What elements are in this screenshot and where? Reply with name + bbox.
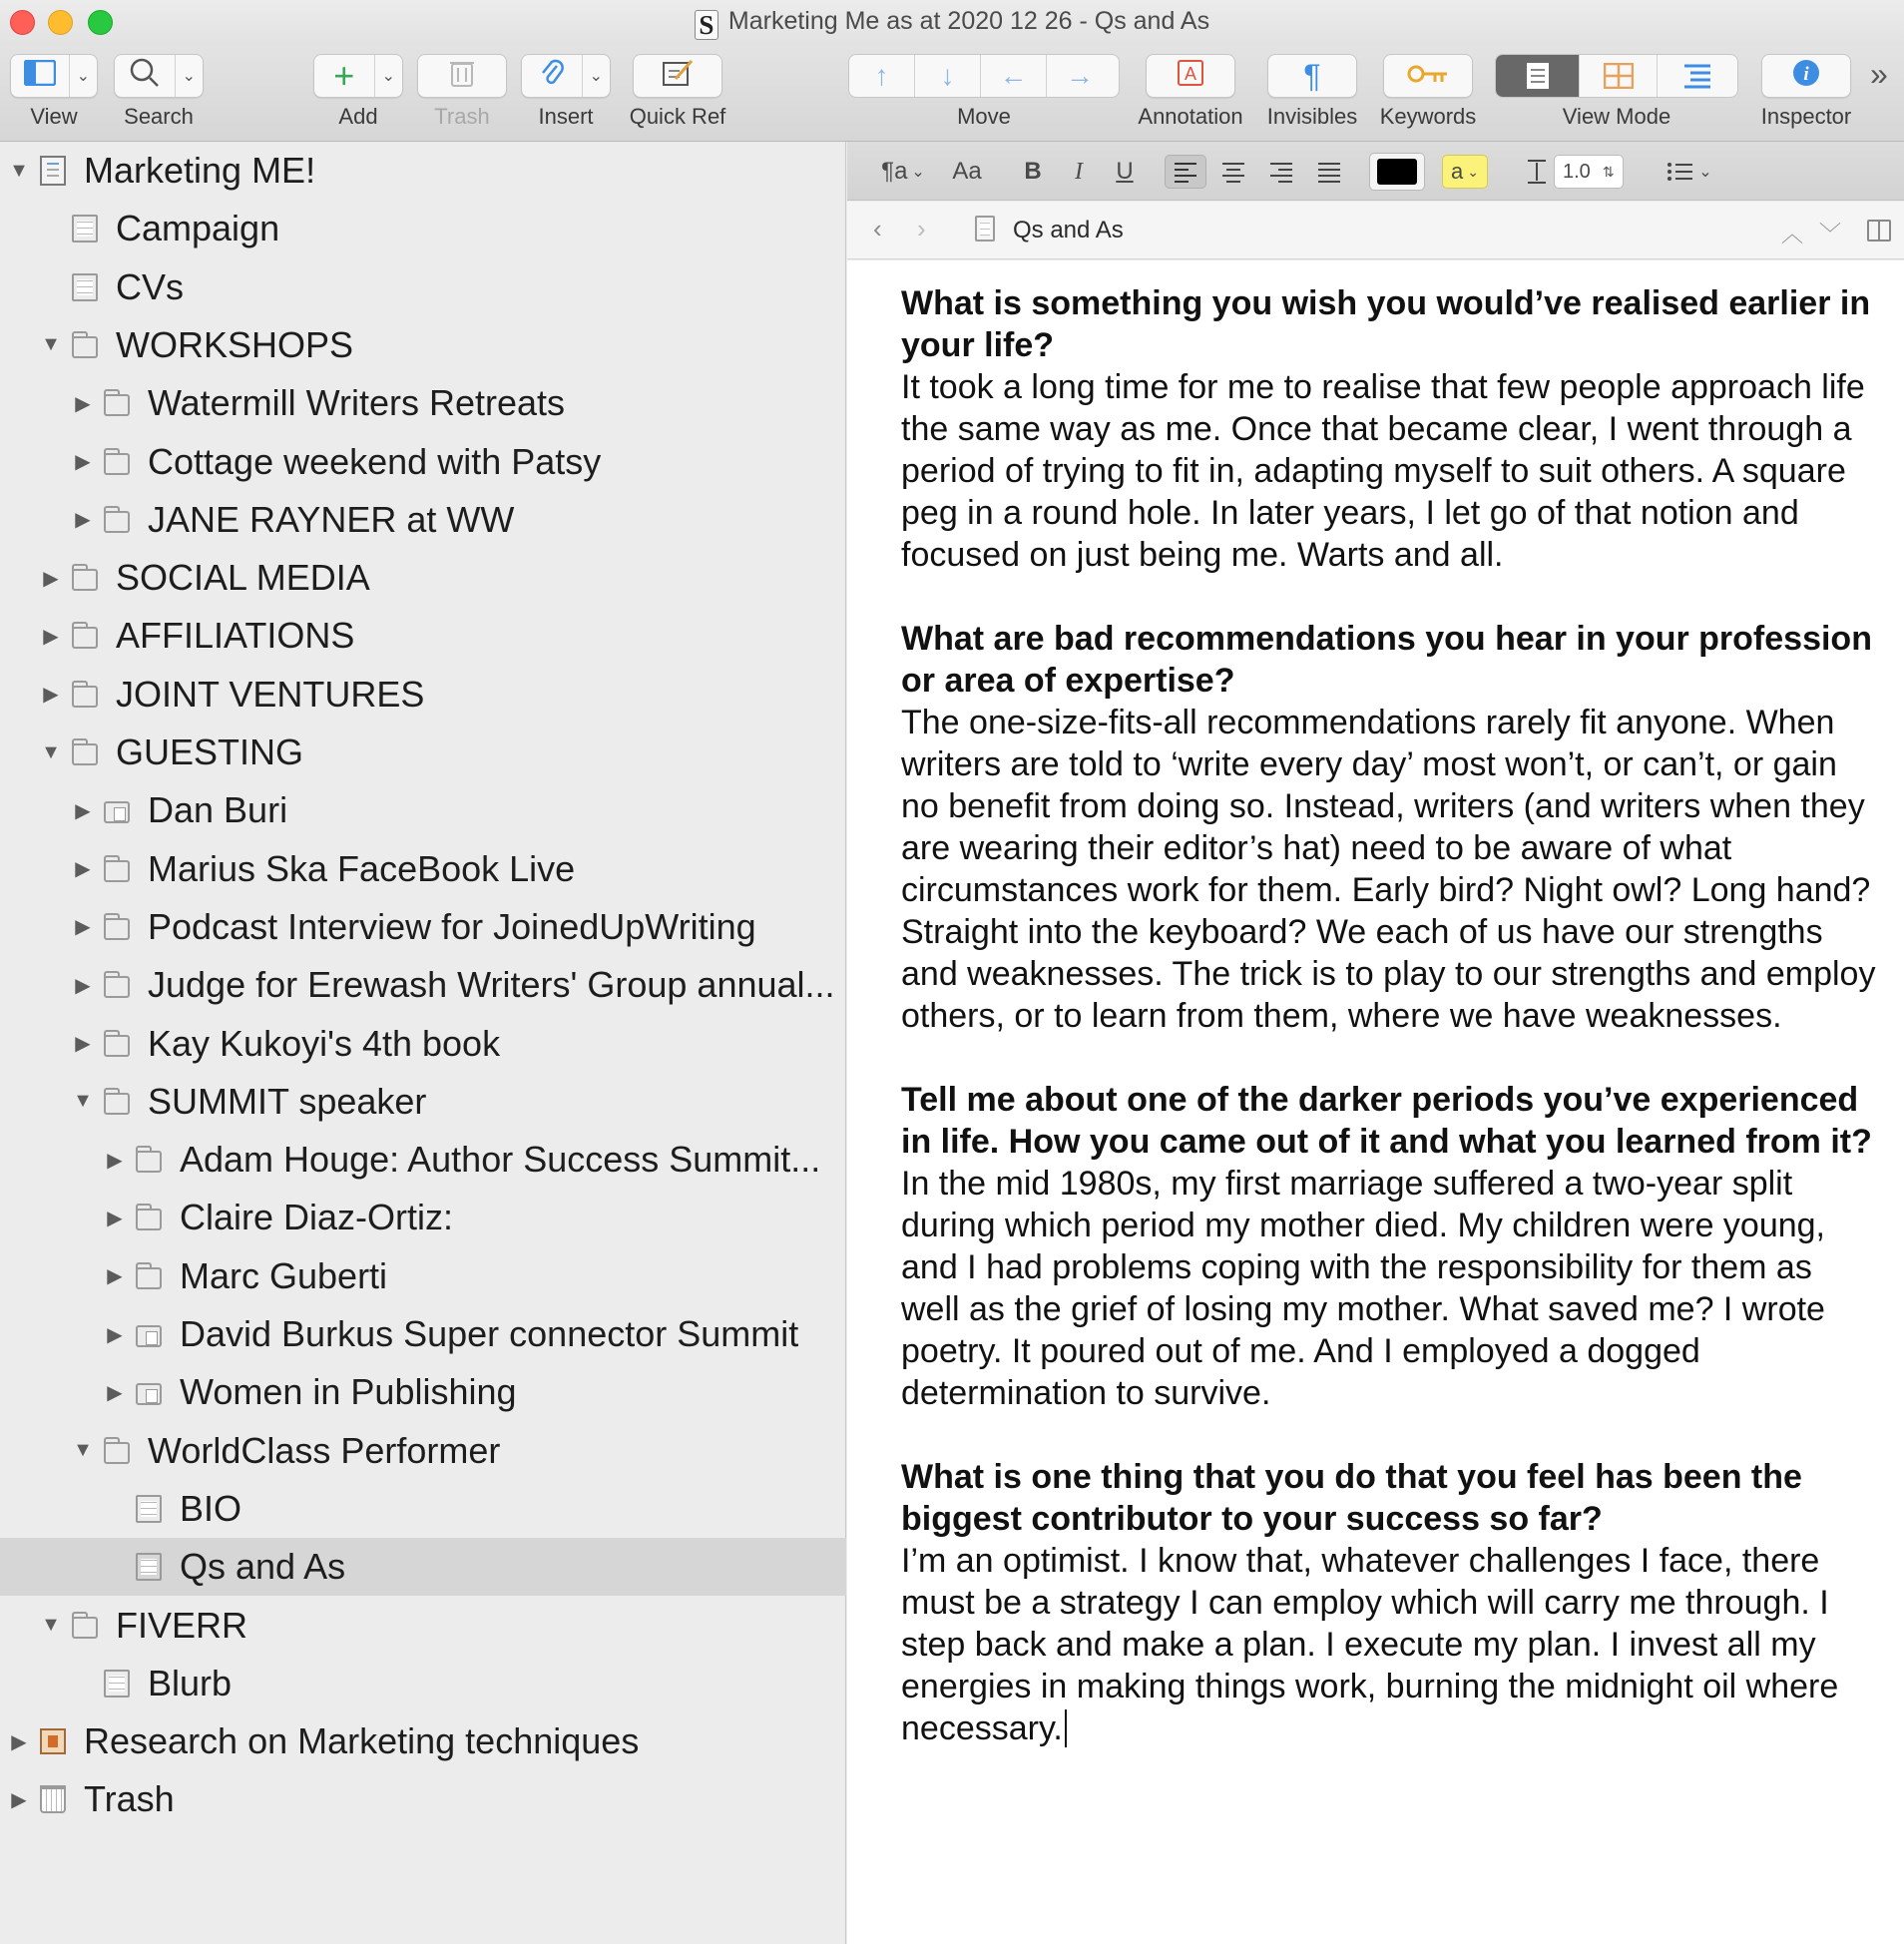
binder-item[interactable] <box>0 1189 846 1246</box>
text-color-swatch <box>1377 159 1417 185</box>
align-center-icon <box>1220 161 1246 183</box>
doc-icon <box>104 1670 130 1698</box>
add-label: Add <box>338 104 378 129</box>
binder-item[interactable] <box>0 781 846 839</box>
line-spacing-stepper[interactable] <box>1554 155 1624 189</box>
disclosure-collapsed-icon[interactable]: ▶ <box>75 509 91 532</box>
answer-text: It took a long time for me to realise that few people approach life the same way as me. Once that became clear, I went through a period of trying to fit in, adapting myself to suit others. A square peg in a round hole. In later years, I let go of that notion and focused on just being me. Warts and all. <box>901 368 1865 574</box>
binder-item[interactable] <box>0 1597 846 1655</box>
binder-item[interactable] <box>0 142 846 200</box>
line-spacing-icon <box>1520 155 1554 189</box>
move-right-arrow-icon[interactable]: → <box>1066 60 1094 91</box>
insert-label: Insert <box>538 104 594 129</box>
disclosure-collapsed-icon[interactable]: ▶ <box>75 858 91 881</box>
move-controls <box>848 54 1120 98</box>
chevron-down-icon[interactable]: ⌄ <box>582 55 610 97</box>
search-label: Search <box>124 104 194 129</box>
view-button[interactable] <box>10 54 98 98</box>
chevron-down-icon: ⌄ <box>911 164 925 181</box>
binder-item[interactable] <box>0 607 846 665</box>
disclosure-expanded-icon[interactable]: ▼ <box>41 1614 61 1636</box>
binder-item[interactable] <box>0 666 846 724</box>
font-panel-button[interactable]: Aa <box>952 158 982 185</box>
disclosure-collapsed-icon[interactable]: ▶ <box>107 1149 123 1172</box>
binder-item-label: SUMMIT speaker <box>148 1080 427 1122</box>
doc-icon <box>136 1553 162 1581</box>
folder-icon <box>104 860 130 882</box>
editor-text-body[interactable] <box>901 282 1879 1791</box>
annotation-icon <box>1177 59 1204 94</box>
disclosure-expanded-icon[interactable]: ▼ <box>73 1090 93 1113</box>
annotation-button[interactable] <box>1146 54 1235 98</box>
text-editor[interactable] <box>847 260 1904 1944</box>
format-bar <box>847 142 1904 201</box>
folder-icon <box>72 686 98 708</box>
question-text: What is something you wish you would’ve realised earlier in your life? <box>901 284 1871 364</box>
corkboard-mode-icon[interactable] <box>1580 55 1658 97</box>
binder-item-label: WorldClass Performer <box>148 1429 501 1471</box>
sidebar-layout-icon <box>11 60 69 93</box>
binder <box>0 142 846 1944</box>
editor-header-bar <box>847 202 1904 259</box>
binder-item[interactable] <box>0 433 846 491</box>
binder-item[interactable] <box>0 1015 846 1073</box>
folderdoc-icon <box>136 1383 162 1405</box>
binder-item-label: AFFILIATIONS <box>116 615 355 657</box>
align-left-button[interactable] <box>1165 155 1206 189</box>
binder-item-label: JANE RAYNER at WW <box>148 498 515 540</box>
stepper-arrows-icon: ⇅ <box>1602 163 1615 180</box>
folder-icon <box>104 1035 130 1057</box>
highlight-icon: a <box>1451 159 1464 184</box>
binder-item[interactable] <box>0 1305 846 1363</box>
move-up-arrow-icon[interactable]: ↑ <box>849 55 915 97</box>
binder-item[interactable] <box>0 374 846 432</box>
invisibles-label: Invisibles <box>1266 104 1358 129</box>
disclosure-collapsed-icon[interactable]: ▶ <box>75 1033 91 1055</box>
binder-item[interactable] <box>0 316 846 374</box>
binder-item-label: Podcast Interview for JoinedUpWriting <box>148 905 756 947</box>
draft-icon <box>40 156 66 186</box>
paragraph-style-icon: ¶a <box>881 158 908 185</box>
invisibles-button[interactable] <box>1267 54 1357 98</box>
research-icon <box>40 1728 66 1754</box>
list-style-menu[interactable] <box>1660 155 1719 189</box>
chevron-down-icon[interactable]: ⌄ <box>175 55 203 97</box>
view-mode-label: View Mode <box>1562 104 1671 129</box>
qa-block <box>901 282 1879 576</box>
chevron-down-icon: ⌄ <box>1467 163 1479 180</box>
line-spacing-value: 1.0 <box>1563 160 1591 183</box>
binder-item-label: Kay Kukoyi's 4th book <box>148 1022 501 1064</box>
keywords-label: Keywords <box>1379 104 1477 129</box>
question-text: Tell me about one of the darker periods you’ve experienced in life. How you came out of it and what you learned from it? <box>901 1081 1872 1161</box>
highlight-color-button[interactable] <box>1442 155 1488 189</box>
binder-item[interactable] <box>0 1480 846 1538</box>
binder-item[interactable] <box>0 1655 846 1712</box>
binder-item-label: WORKSHOPS <box>116 323 354 365</box>
binder-item-label: David Burkus Super connector Summit <box>180 1313 799 1354</box>
chevron-down-icon[interactable]: ⌄ <box>374 55 402 97</box>
binder-item[interactable] <box>0 1712 846 1770</box>
doc-icon <box>72 215 98 243</box>
question-text: What is one thing that you do that you feel has been the biggest contributor to your success so far? <box>901 1458 1802 1538</box>
info-icon <box>1791 58 1821 95</box>
binder-item-label: Dan Buri <box>148 789 288 831</box>
binder-item[interactable] <box>0 1422 846 1480</box>
folder-icon <box>136 1209 162 1230</box>
disclosure-collapsed-icon[interactable]: ▶ <box>43 567 59 590</box>
folder-icon <box>104 1093 130 1115</box>
binder-item-label: Qs and As <box>180 1546 346 1588</box>
annotation-label: Annotation <box>1138 104 1243 129</box>
folder-icon <box>136 1267 162 1289</box>
binder-item-label: GUESTING <box>116 731 304 772</box>
binder-item[interactable] <box>0 200 846 257</box>
window-title <box>0 7 1904 40</box>
svg-text:A: A <box>1184 63 1197 84</box>
binder-item[interactable] <box>0 724 846 781</box>
justify-icon <box>1316 161 1342 183</box>
scrivener-doc-icon: S <box>695 10 718 40</box>
trash-icon <box>449 58 475 95</box>
document-icon <box>975 216 995 242</box>
question-text: What are bad recommendations you hear in your profession or area of expertise? <box>901 620 1872 700</box>
binder-item-label: Claire Diaz-Ortiz: <box>180 1197 454 1238</box>
folder-icon <box>72 1617 98 1639</box>
move-left-arrow-icon[interactable]: ← <box>981 55 1047 97</box>
qa-block <box>901 618 1879 1037</box>
answer-text: In the mid 1980s, my first marriage suffered a two-year split during which period my mother died. My children were young, and I had problems coping with the responsibility for them as well as the grief of losing my mother. What saved me? I wrote poetry. It poured out of me. And I employed a dogged determination to survive. <box>901 1165 1826 1412</box>
binder-item[interactable] <box>0 956 846 1014</box>
binder-item[interactable] <box>0 1073 846 1131</box>
toolbar-overflow-icon[interactable]: » <box>1870 56 1888 92</box>
binder-item-label: JOINT VENTURES <box>116 673 425 715</box>
folder-icon <box>104 918 130 940</box>
toolbar <box>0 46 1904 142</box>
move-down-arrow-icon[interactable]: ↓ <box>915 55 981 97</box>
trash-icon <box>40 1785 66 1813</box>
answer-text: I’m an optimist. I know that, whatever challenges I face, there must be a strategy I can employ which will carry me through. I step back and make a plan. I execute my plan. I invest all my energies in making things work, burning the midnight oil where necessary. <box>901 1542 1839 1747</box>
folder-icon <box>72 627 98 649</box>
pilcrow-icon: ¶ <box>1303 57 1321 94</box>
trash-button[interactable] <box>417 54 507 98</box>
binder-item-label: SOCIAL MEDIA <box>116 557 370 599</box>
underline-button[interactable]: U <box>1116 158 1134 185</box>
disclosure-collapsed-icon[interactable]: ▶ <box>11 1788 27 1811</box>
view-label: View <box>30 104 78 129</box>
binder-item-label: Judge for Erewash Writers' Group annual... <box>148 964 835 1006</box>
binder-item[interactable] <box>0 1770 846 1828</box>
disclosure-collapsed-icon[interactable]: ▶ <box>75 916 91 939</box>
split-editor-icon[interactable] <box>1867 220 1891 242</box>
text-cursor <box>1065 1709 1067 1747</box>
previous-document-icon[interactable]: ︿ <box>1781 222 1804 246</box>
binder-item-label: CVs <box>116 265 185 307</box>
search-button[interactable] <box>114 54 204 98</box>
disclosure-expanded-icon[interactable]: ▼ <box>73 1439 93 1462</box>
window-title-text: Marketing Me as at 2020 12 26 - Qs and As <box>727 7 1210 35</box>
justify-button[interactable] <box>1308 155 1350 189</box>
doc-icon <box>136 1495 162 1523</box>
binder-item[interactable] <box>0 1131 846 1189</box>
binder-item[interactable] <box>0 1538 846 1596</box>
disclosure-collapsed-icon[interactable]: ▶ <box>107 1207 123 1229</box>
quick-ref-label: Quick Ref <box>629 104 726 129</box>
doc-icon <box>72 273 98 301</box>
add-button[interactable] <box>313 54 403 98</box>
binder-item[interactable] <box>0 898 846 956</box>
folder-icon <box>72 743 98 765</box>
binder-item[interactable] <box>0 1363 846 1421</box>
bullet-list-icon <box>1666 161 1694 183</box>
folder-icon <box>104 394 130 416</box>
answer-text: The one-size-fits-all recommendations rarely fit anyone. When writers are told to ‘write every day’ most won’t, or can’t, or gain no benefit from doing so. Instead, writers (and writers when they are wearing their editor’s hat) need to be aware of what circumstances work for them. Early bird? Night owl? Long hand? Straight into the keyboard? We each of us have our strengths and weaknesses. The trick is to play to our strengths and employ others, or to learn from them, where we have weaknesses. <box>901 704 1876 1035</box>
disclosure-expanded-icon[interactable]: ▼ <box>41 333 61 356</box>
disclosure-collapsed-icon[interactable]: ▶ <box>75 799 91 822</box>
trash-label: Trash <box>434 104 490 129</box>
folder-icon <box>104 511 130 533</box>
disclosure-collapsed-icon[interactable]: ▶ <box>107 1381 123 1404</box>
binder-item-label: Adam Houge: Author Success Summit... <box>180 1139 821 1181</box>
quick-ref-icon <box>662 59 694 94</box>
binder-item[interactable] <box>0 549 846 607</box>
disclosure-expanded-icon[interactable]: ▼ <box>9 159 29 182</box>
binder-item[interactable] <box>0 491 846 549</box>
scrivenings-mode-icon[interactable] <box>1496 55 1580 97</box>
binder-item[interactable] <box>0 258 846 316</box>
disclosure-collapsed-icon[interactable]: ▶ <box>11 1730 27 1753</box>
qa-block <box>901 1456 1879 1749</box>
editor-document-title[interactable]: Qs and As <box>1013 217 1124 243</box>
forward-arrow-icon[interactable]: › <box>917 214 926 243</box>
disclosure-collapsed-icon[interactable]: ▶ <box>43 684 59 707</box>
binder-item-label: Campaign <box>116 208 280 249</box>
key-icon <box>1407 60 1449 92</box>
align-right-icon <box>1268 161 1294 183</box>
binder-item-label: Marketing ME! <box>84 150 316 191</box>
qa-block <box>901 1079 1879 1414</box>
folder-icon <box>72 336 98 358</box>
folder-icon <box>136 1151 162 1173</box>
binder-item-label: Marius Ska FaceBook Live <box>148 847 576 889</box>
disclosure-collapsed-icon[interactable]: ▶ <box>75 451 91 473</box>
paperclip-icon <box>522 58 582 95</box>
next-document-icon[interactable]: ﹀ <box>1819 222 1842 246</box>
disclosure-collapsed-icon[interactable]: ▶ <box>75 392 91 415</box>
inspector-label: Inspector <box>1760 104 1852 129</box>
bold-button[interactable]: B <box>1024 158 1042 185</box>
disclosure-collapsed-icon[interactable]: ▶ <box>107 1323 123 1346</box>
insert-button[interactable] <box>521 54 611 98</box>
svg-text:i: i <box>1803 63 1809 85</box>
disclosure-expanded-icon[interactable]: ▼ <box>41 740 61 763</box>
folderdoc-icon <box>104 801 130 823</box>
title-bar <box>0 0 1904 46</box>
search-icon <box>115 58 175 95</box>
align-right-button[interactable] <box>1260 155 1302 189</box>
folderdoc-icon <box>136 1325 162 1347</box>
outliner-mode-icon[interactable] <box>1658 55 1737 97</box>
paragraph-style-menu[interactable] <box>873 155 933 189</box>
chevron-down-icon: ⌄ <box>1698 164 1712 181</box>
view-mode-segmented <box>1495 54 1738 98</box>
folder-icon <box>104 976 130 998</box>
binder-item-label: Cottage weekend with Patsy <box>148 440 602 482</box>
move-label: Move <box>957 104 1011 129</box>
folder-icon <box>104 453 130 475</box>
align-center-button[interactable] <box>1212 155 1254 189</box>
back-arrow-icon[interactable]: ‹ <box>873 214 882 243</box>
binder-item-label: BIO <box>180 1487 242 1529</box>
folder-icon <box>104 1442 130 1464</box>
binder-item[interactable] <box>0 1247 846 1305</box>
binder-item-label: Watermill Writers Retreats <box>148 382 566 424</box>
keywords-button[interactable] <box>1383 54 1473 98</box>
inspector-button[interactable] <box>1761 54 1851 98</box>
binder-item-label: Blurb <box>148 1662 233 1703</box>
quick-ref-button[interactable] <box>633 54 722 98</box>
disclosure-collapsed-icon[interactable]: ▶ <box>75 974 91 997</box>
italic-button[interactable]: I <box>1075 158 1083 185</box>
align-left-icon <box>1173 161 1198 183</box>
chevron-down-icon[interactable]: ⌄ <box>69 55 97 97</box>
binder-item-label: Women in Publishing <box>180 1371 517 1413</box>
disclosure-collapsed-icon[interactable]: ▶ <box>107 1265 123 1288</box>
binder-item[interactable] <box>0 840 846 898</box>
folder-icon <box>72 569 98 591</box>
text-color-well[interactable] <box>1369 153 1425 191</box>
disclosure-collapsed-icon[interactable]: ▶ <box>43 625 59 648</box>
binder-item-label: Trash <box>84 1778 175 1820</box>
plus-icon: + <box>333 55 355 96</box>
binder-item-label: FIVERR <box>116 1604 248 1646</box>
binder-item-label: Marc Guberti <box>180 1254 388 1296</box>
binder-item-label: Research on Marketing techniques <box>84 1720 640 1762</box>
